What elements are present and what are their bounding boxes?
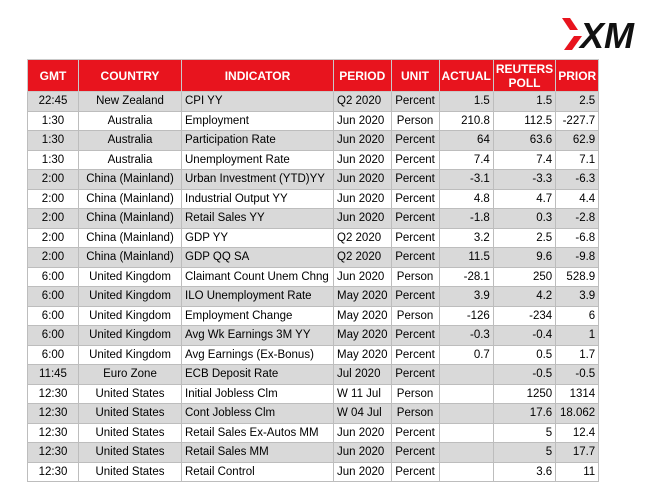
- cell-country: China (Mainland): [79, 170, 182, 190]
- cell-indicator: Claimant Count Unem Chng: [182, 267, 334, 287]
- cell-indicator: Employment Change: [182, 306, 334, 326]
- cell-country: China (Mainland): [79, 228, 182, 248]
- table-row: [28, 443, 599, 463]
- cell-country: United States: [79, 384, 182, 404]
- cell-prior: 1.7: [556, 345, 599, 365]
- cell-indicator: GDP YY: [182, 228, 334, 248]
- table-row: [28, 267, 599, 287]
- cell-country: China (Mainland): [79, 209, 182, 229]
- cell-unit: Percent: [391, 462, 439, 482]
- cell-reuters-poll: 63.6: [493, 131, 555, 151]
- table-row: [28, 404, 599, 424]
- header-reuters-poll: REUTERS POLL: [493, 60, 555, 92]
- cell-period: Q2 2020: [334, 228, 392, 248]
- cell-actual: 11.5: [439, 248, 493, 268]
- cell-unit: Percent: [391, 209, 439, 229]
- cell-gmt: 2:00: [28, 248, 79, 268]
- cell-period: May 2020: [334, 326, 392, 346]
- cell-actual: -126: [439, 306, 493, 326]
- cell-unit: Percent: [391, 287, 439, 307]
- header-unit: UNIT: [391, 60, 439, 92]
- cell-gmt: 6:00: [28, 306, 79, 326]
- cell-country: United Kingdom: [79, 326, 182, 346]
- cell-indicator: Initial Jobless Clm: [182, 384, 334, 404]
- cell-indicator: CPI YY: [182, 92, 334, 112]
- cell-country: Australia: [79, 131, 182, 151]
- cell-period: May 2020: [334, 287, 392, 307]
- header-period: PERIOD: [334, 60, 392, 92]
- table-row: [28, 92, 599, 112]
- cell-reuters-poll: 4.7: [493, 189, 555, 209]
- header-actual: ACTUAL: [439, 60, 493, 92]
- cell-unit: Percent: [391, 345, 439, 365]
- cell-actual: -28.1: [439, 267, 493, 287]
- cell-prior: -0.5: [556, 365, 599, 385]
- table-row: [28, 345, 599, 365]
- cell-gmt: 6:00: [28, 287, 79, 307]
- cell-period: Q2 2020: [334, 92, 392, 112]
- header-row: [28, 60, 599, 92]
- cell-country: Australia: [79, 150, 182, 170]
- cell-indicator: Retail Control: [182, 462, 334, 482]
- cell-period: Jun 2020: [334, 189, 392, 209]
- cell-reuters-poll: 7.4: [493, 150, 555, 170]
- cell-unit: Percent: [391, 365, 439, 385]
- cell-reuters-poll: 112.5: [493, 111, 555, 131]
- cell-gmt: 2:00: [28, 170, 79, 190]
- cell-reuters-poll: 17.6: [493, 404, 555, 424]
- cell-gmt: 12:30: [28, 462, 79, 482]
- cell-gmt: 6:00: [28, 345, 79, 365]
- cell-prior: 2.5: [556, 92, 599, 112]
- cell-period: Jun 2020: [334, 150, 392, 170]
- cell-gmt: 1:30: [28, 150, 79, 170]
- cell-reuters-poll: 1.5: [493, 92, 555, 112]
- cell-actual: -3.1: [439, 170, 493, 190]
- cell-actual: 210.8: [439, 111, 493, 131]
- table-row: [28, 423, 599, 443]
- cell-indicator: Retail Sales YY: [182, 209, 334, 229]
- cell-prior: 1: [556, 326, 599, 346]
- cell-prior: 6: [556, 306, 599, 326]
- cell-unit: Person: [391, 267, 439, 287]
- cell-gmt: 12:30: [28, 423, 79, 443]
- cell-indicator: Avg Earnings (Ex-Bonus): [182, 345, 334, 365]
- cell-unit: Percent: [391, 150, 439, 170]
- cell-actual: 7.4: [439, 150, 493, 170]
- table-row: [28, 365, 599, 385]
- cell-country: United Kingdom: [79, 345, 182, 365]
- table-row: [28, 228, 599, 248]
- cell-prior: -227.7: [556, 111, 599, 131]
- cell-unit: Person: [391, 306, 439, 326]
- cell-actual: [439, 423, 493, 443]
- cell-reuters-poll: -234: [493, 306, 555, 326]
- table-row: [28, 306, 599, 326]
- cell-reuters-poll: 3.6: [493, 462, 555, 482]
- cell-indicator: Employment: [182, 111, 334, 131]
- cell-country: United Kingdom: [79, 287, 182, 307]
- table-row: [28, 150, 599, 170]
- cell-unit: Percent: [391, 189, 439, 209]
- cell-actual: 0.7: [439, 345, 493, 365]
- cell-unit: Person: [391, 111, 439, 131]
- cell-period: Jun 2020: [334, 423, 392, 443]
- table-row: [28, 131, 599, 151]
- cell-prior: 7.1: [556, 150, 599, 170]
- cell-prior: 3.9: [556, 287, 599, 307]
- cell-gmt: 11:45: [28, 365, 79, 385]
- cell-gmt: 12:30: [28, 404, 79, 424]
- cell-reuters-poll: 5: [493, 423, 555, 443]
- cell-actual: -0.3: [439, 326, 493, 346]
- cell-period: W 04 Jul: [334, 404, 392, 424]
- cell-gmt: 6:00: [28, 267, 79, 287]
- cell-reuters-poll: 2.5: [493, 228, 555, 248]
- cell-country: China (Mainland): [79, 189, 182, 209]
- table-row: [28, 287, 599, 307]
- cell-prior: -9.8: [556, 248, 599, 268]
- cell-prior: 1314: [556, 384, 599, 404]
- cell-gmt: 1:30: [28, 131, 79, 151]
- cell-period: May 2020: [334, 345, 392, 365]
- cell-unit: Percent: [391, 423, 439, 443]
- cell-gmt: 2:00: [28, 189, 79, 209]
- cell-indicator: Industrial Output YY: [182, 189, 334, 209]
- cell-period: W 11 Jul: [334, 384, 392, 404]
- cell-country: New Zealand: [79, 92, 182, 112]
- cell-actual: 3.2: [439, 228, 493, 248]
- cell-actual: 4.8: [439, 189, 493, 209]
- cell-unit: Percent: [391, 228, 439, 248]
- xm-logo: [560, 14, 656, 54]
- cell-gmt: 6:00: [28, 326, 79, 346]
- cell-actual: [439, 462, 493, 482]
- cell-indicator: Unemployment Rate: [182, 150, 334, 170]
- cell-actual: [439, 365, 493, 385]
- cell-indicator: Retail Sales MM: [182, 443, 334, 463]
- cell-indicator: Avg Wk Earnings 3M YY: [182, 326, 334, 346]
- cell-prior: -2.8: [556, 209, 599, 229]
- cell-unit: Percent: [391, 92, 439, 112]
- cell-prior: 62.9: [556, 131, 599, 151]
- table-row: [28, 462, 599, 482]
- cell-period: Jun 2020: [334, 267, 392, 287]
- cell-reuters-poll: -3.3: [493, 170, 555, 190]
- cell-period: Q2 2020: [334, 248, 392, 268]
- header-country: COUNTRY: [79, 60, 182, 92]
- table-row: [28, 170, 599, 190]
- cell-period: Jun 2020: [334, 170, 392, 190]
- table-row: [28, 326, 599, 346]
- cell-unit: Percent: [391, 326, 439, 346]
- cell-country: United States: [79, 404, 182, 424]
- cell-unit: Percent: [391, 443, 439, 463]
- cell-gmt: 2:00: [28, 228, 79, 248]
- cell-reuters-poll: 250: [493, 267, 555, 287]
- header-indicator: INDICATOR: [182, 60, 334, 92]
- cell-prior: 4.4: [556, 189, 599, 209]
- cell-prior: 12.4: [556, 423, 599, 443]
- cell-period: Jun 2020: [334, 131, 392, 151]
- cell-gmt: 2:00: [28, 209, 79, 229]
- cell-period: May 2020: [334, 306, 392, 326]
- cell-indicator: Cont Jobless Clm: [182, 404, 334, 424]
- cell-reuters-poll: 0.5: [493, 345, 555, 365]
- cell-reuters-poll: 5: [493, 443, 555, 463]
- table-row: [28, 209, 599, 229]
- cell-indicator: GDP QQ SA: [182, 248, 334, 268]
- cell-country: United States: [79, 443, 182, 463]
- cell-gmt: 12:30: [28, 384, 79, 404]
- cell-actual: [439, 384, 493, 404]
- cell-prior: 18.062: [556, 404, 599, 424]
- cell-actual: [439, 404, 493, 424]
- cell-reuters-poll: 0.3: [493, 209, 555, 229]
- cell-reuters-poll: -0.5: [493, 365, 555, 385]
- cell-country: China (Mainland): [79, 248, 182, 268]
- header-prior: PRIOR: [556, 60, 599, 92]
- xm-logo-text: XM: [580, 15, 634, 54]
- cell-actual: 64: [439, 131, 493, 151]
- header-gmt: GMT: [28, 60, 79, 92]
- cell-actual: -1.8: [439, 209, 493, 229]
- cell-unit: Person: [391, 384, 439, 404]
- cell-reuters-poll: 1250: [493, 384, 555, 404]
- cell-period: Jun 2020: [334, 443, 392, 463]
- cell-country: Australia: [79, 111, 182, 131]
- cell-gmt: 1:30: [28, 111, 79, 131]
- cell-unit: Percent: [391, 170, 439, 190]
- cell-unit: Percent: [391, 131, 439, 151]
- cell-indicator: ILO Unemployment Rate: [182, 287, 334, 307]
- cell-gmt: 22:45: [28, 92, 79, 112]
- table-row: [28, 189, 599, 209]
- cell-unit: Person: [391, 404, 439, 424]
- cell-prior: -6.8: [556, 228, 599, 248]
- cell-reuters-poll: 4.2: [493, 287, 555, 307]
- cell-prior: 11: [556, 462, 599, 482]
- cell-country: Euro Zone: [79, 365, 182, 385]
- cell-prior: 528.9: [556, 267, 599, 287]
- cell-indicator: Urban Investment (YTD)YY: [182, 170, 334, 190]
- cell-period: Jun 2020: [334, 462, 392, 482]
- cell-unit: Percent: [391, 248, 439, 268]
- cell-indicator: Retail Sales Ex-Autos MM: [182, 423, 334, 443]
- cell-reuters-poll: 9.6: [493, 248, 555, 268]
- cell-country: United Kingdom: [79, 267, 182, 287]
- cell-country: United States: [79, 462, 182, 482]
- cell-prior: -6.3: [556, 170, 599, 190]
- cell-period: Jun 2020: [334, 111, 392, 131]
- cell-reuters-poll: -0.4: [493, 326, 555, 346]
- cell-period: Jul 2020: [334, 365, 392, 385]
- cell-indicator: ECB Deposit Rate: [182, 365, 334, 385]
- cell-actual: [439, 443, 493, 463]
- cell-period: Jun 2020: [334, 209, 392, 229]
- cell-country: United Kingdom: [79, 306, 182, 326]
- table-row: [28, 384, 599, 404]
- economic-calendar-table: [27, 59, 599, 482]
- cell-actual: 1.5: [439, 92, 493, 112]
- table-row: [28, 111, 599, 131]
- cell-actual: 3.9: [439, 287, 493, 307]
- cell-prior: 17.7: [556, 443, 599, 463]
- cell-gmt: 12:30: [28, 443, 79, 463]
- cell-indicator: Participation Rate: [182, 131, 334, 151]
- cell-country: United States: [79, 423, 182, 443]
- table-row: [28, 248, 599, 268]
